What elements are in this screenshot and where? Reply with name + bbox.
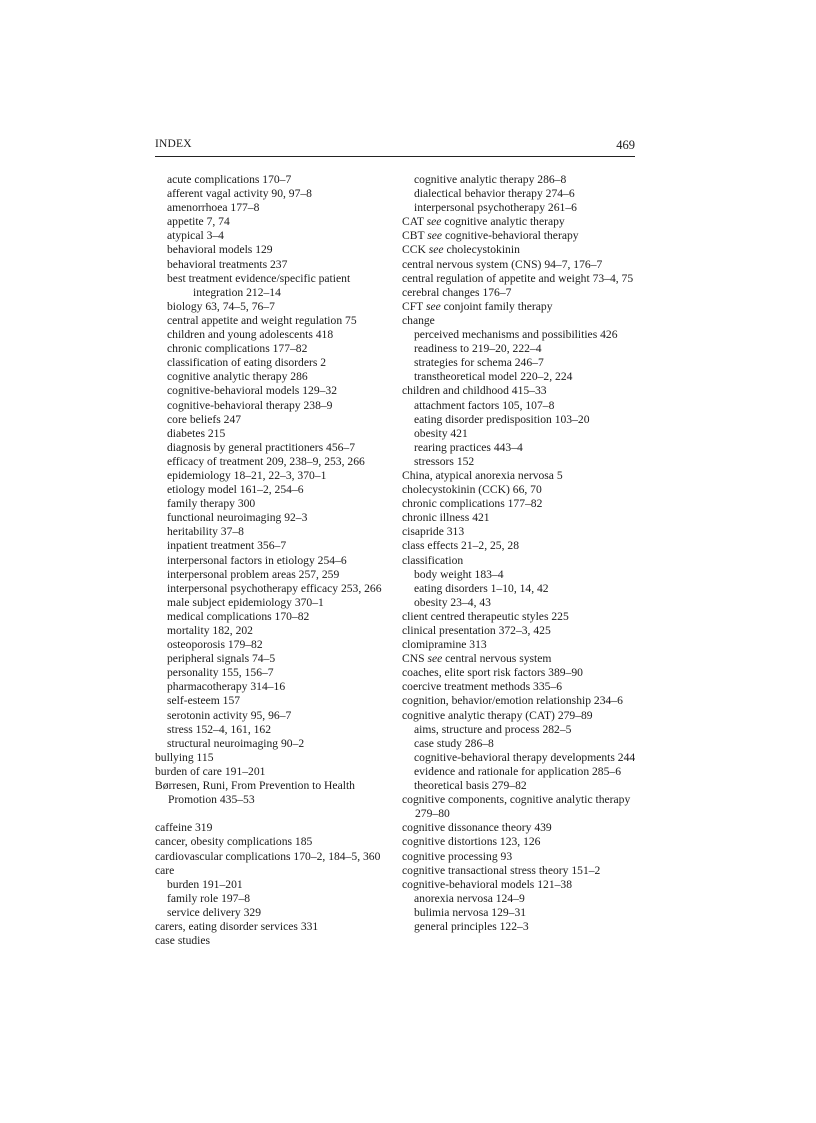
index-subentry: structural neuroimaging 90–2: [167, 736, 305, 750]
index-subentry: osteoporosis 179–82: [167, 638, 263, 652]
index-subentry: rearing practices 443–4: [414, 440, 523, 454]
see-reference: see: [427, 652, 443, 666]
running-header: [155, 138, 635, 158]
index-subentry: cognitive-behavioral models 129–32: [167, 384, 338, 398]
index-entry: cancer, obesity complications 185: [155, 835, 313, 849]
index-entry: change: [402, 313, 435, 327]
index-subentry: classification of eating disorders 2: [167, 356, 327, 370]
index-entry: bullying 115: [155, 750, 214, 764]
index-subentry: cognitive-behavioral therapy 238–9: [167, 398, 333, 412]
index-entry: central regulation of appetite and weight 73–4, 75: [402, 271, 634, 285]
index-subentry: burden 191–201: [167, 877, 243, 891]
index-entry: cognitive processing 93: [402, 849, 513, 863]
index-subentry: core beliefs 247: [167, 412, 242, 426]
see-target: cholecystokinin: [443, 243, 520, 257]
index-subentry: stress 152–4, 161, 162: [167, 722, 272, 736]
index-entry: caffeine 319: [155, 821, 213, 835]
index-entry: classification: [402, 553, 464, 567]
index-subentry: obesity 23–4, 43: [414, 595, 491, 609]
index-subentry: anorexia nervosa 124–9: [414, 891, 525, 905]
index-entry: cognitive dissonance theory 439: [402, 821, 552, 835]
see-reference: see: [428, 243, 444, 257]
index-subentry: efficacy of treatment 209, 238–9, 253, 266: [167, 454, 365, 468]
index-subentry: afferent vagal activity 90, 97–8: [167, 187, 312, 201]
index-entry: cognition, behavior/emotion relationship 234–6: [402, 694, 623, 708]
index-subentry: atypical 3–4: [167, 229, 224, 243]
index-entry: cognitive distortions 123, 126: [402, 835, 541, 849]
index-subentry: cognitive-behavioral therapy developments 244: [414, 750, 636, 764]
index-term: CNS: [402, 652, 428, 666]
see-target: conjoint family therapy: [440, 299, 553, 313]
index-subentry: eating disorders 1–10, 14, 42: [414, 581, 549, 595]
index-subentry: evidence and rationale for application 285–6: [414, 764, 621, 778]
index-entry: children and childhood 415–33: [402, 384, 547, 398]
index-entry: [402, 652, 642, 666]
index-subentry: acute complications 170–7: [167, 173, 292, 186]
index-subentry: transtheoretical model 220–2, 224: [414, 370, 573, 384]
index-subentry: interpersonal problem areas 257, 259: [167, 567, 340, 581]
index-subentry: aims, structure and process 282–5: [414, 722, 572, 736]
index-entry: [402, 229, 642, 243]
index-entry: class effects 21–2, 25, 28: [402, 539, 519, 553]
index-subentry: theoretical basis 279–82: [414, 779, 527, 793]
index-subentry: eating disorder predisposition 103–20: [414, 412, 590, 426]
index-subentry: interpersonal factors in etiology 254–6: [167, 553, 347, 567]
index-entry: [402, 300, 642, 314]
index-subentry: obesity 421: [414, 426, 468, 440]
index-subentry: stressors 152: [414, 454, 475, 468]
index-entry: cerebral changes 176–7: [402, 285, 512, 299]
index-subentry: children and young adolescents 418: [167, 328, 334, 342]
header-rule: [155, 156, 635, 157]
index-subentry: body weight 183–4: [414, 567, 504, 581]
index-subentry: readiness to 219–20, 222–4: [414, 342, 542, 356]
index-entry: clomipramine 313: [402, 638, 487, 652]
index-subentry: etiology model 161–2, 254–6: [167, 483, 304, 497]
index-entry: Børresen, Runi, From Prevention to Health Promotion 435–53: [155, 779, 355, 807]
index-subentry: diabetes 215: [167, 426, 226, 440]
index-entry: cholecystokinin (CCK) 66, 70: [402, 483, 542, 497]
index-entry: chronic illness 421: [402, 511, 490, 525]
index-subentry: interpersonal psychotherapy efficacy 253, 266: [167, 581, 382, 595]
running-header-title: INDEX: [155, 138, 192, 150]
index-subentry: case study 286–8: [414, 736, 494, 750]
index-entry: care: [155, 863, 175, 877]
index-term: CCK: [402, 243, 429, 257]
index-subentry: pharmacotherapy 314–16: [167, 680, 286, 694]
see-reference: see: [427, 229, 443, 243]
index-entry: carers, eating disorder services 331: [155, 919, 319, 933]
index-subentry: central appetite and weight regulation 75: [167, 313, 357, 327]
index-subentry: epidemiology 18–21, 22–3, 370–1: [167, 468, 327, 482]
index-term: CAT: [402, 215, 427, 229]
see-target: cognitive-behavioral therapy: [442, 229, 579, 243]
index-subentry: behavioral models 129: [167, 243, 273, 257]
index-subentry: amenorrhoea 177–8: [167, 201, 260, 215]
index-entry: client centred therapeutic styles 225: [402, 609, 569, 623]
index-subentry: general principles 122–3: [414, 919, 529, 933]
index-subentry: perceived mechanisms and possibilities 426: [414, 328, 618, 342]
section-gap: [155, 807, 385, 821]
index-subentry: behavioral treatments 237: [167, 257, 288, 271]
index-entry: cognitive components, cognitive analytic therapy 279–80: [402, 793, 631, 821]
index-subentry: bulimia nervosa 129–31: [414, 905, 527, 919]
index-subentry: medical complications 170–82: [167, 609, 310, 623]
index-term: CBT: [402, 229, 428, 243]
index-entry: [402, 243, 642, 257]
index-subentry: self-esteem 157: [167, 694, 241, 708]
index-subentry: family role 197–8: [167, 891, 251, 905]
index-subentry: personality 155, 156–7: [167, 666, 274, 680]
index-subentry: functional neuroimaging 92–3: [167, 511, 308, 525]
index-subentry: appetite 7, 74: [167, 215, 230, 229]
index-entry: clinical presentation 372–3, 425: [402, 624, 551, 637]
index-entry: cisapride 313: [402, 525, 465, 539]
index-subentry: serotonin activity 95, 96–7: [167, 708, 292, 722]
see-target: cognitive analytic therapy: [441, 215, 565, 229]
index-entry: coercive treatment methods 335–6: [402, 680, 563, 694]
see-target: central nervous system: [442, 652, 552, 666]
index-entry: China, atypical anorexia nervosa 5: [402, 468, 563, 482]
index-column-right: [402, 173, 642, 934]
index-subentry: strategies for schema 246–7: [414, 356, 544, 370]
index-subentry: cognitive analytic therapy 286: [167, 370, 308, 384]
index-subentry: dialectical behavior therapy 274–6: [414, 187, 575, 201]
page-number: 469: [616, 138, 635, 152]
index-subentry: service delivery 329: [167, 905, 262, 919]
index-subentry: male subject epidemiology 370–1: [167, 595, 324, 609]
index-entry: central nervous system (CNS) 94–7, 176–7: [402, 257, 603, 271]
index-entry: cardiovascular complications 170–2, 184–5, 360: [155, 849, 381, 863]
index-subentry: biology 63, 74–5, 76–7: [167, 299, 275, 313]
index-term: CFT: [402, 299, 426, 313]
index-entry: burden of care 191–201: [155, 764, 266, 778]
index-entry: coaches, elite sport risk factors 389–90: [402, 666, 583, 680]
index-subentry: peripheral signals 74–5: [167, 652, 276, 666]
index-subentry: mortality 182, 202: [167, 624, 253, 637]
see-reference: see: [425, 299, 441, 313]
index-subentry: interpersonal psychotherapy 261–6: [414, 201, 577, 215]
see-reference: see: [426, 215, 442, 229]
index-entry: cognitive analytic therapy (CAT) 279–89: [402, 708, 593, 722]
index-subentry: heritability 37–8: [167, 525, 244, 539]
index-entry: [402, 215, 642, 229]
index-subentry: best treatment evidence/specific patient integration 212–14: [167, 271, 351, 299]
index-entry: case studies: [155, 934, 211, 948]
index-subentry: attachment factors 105, 107–8: [414, 398, 555, 412]
index-column-left: [155, 173, 385, 948]
index-entry: chronic complications 177–82: [402, 497, 543, 511]
index-subentry: chronic complications 177–82: [167, 342, 308, 356]
index-subentry: inpatient treatment 356–7: [167, 539, 287, 553]
index-subentry: family therapy 300: [167, 497, 256, 511]
index-entry: cognitive transactional stress theory 151–2: [402, 863, 601, 877]
index-subentry: cognitive analytic therapy 286–8: [414, 173, 567, 186]
index-entry: cognitive-behavioral models 121–38: [402, 877, 573, 891]
index-subentry: diagnosis by general practitioners 456–7: [167, 440, 356, 454]
